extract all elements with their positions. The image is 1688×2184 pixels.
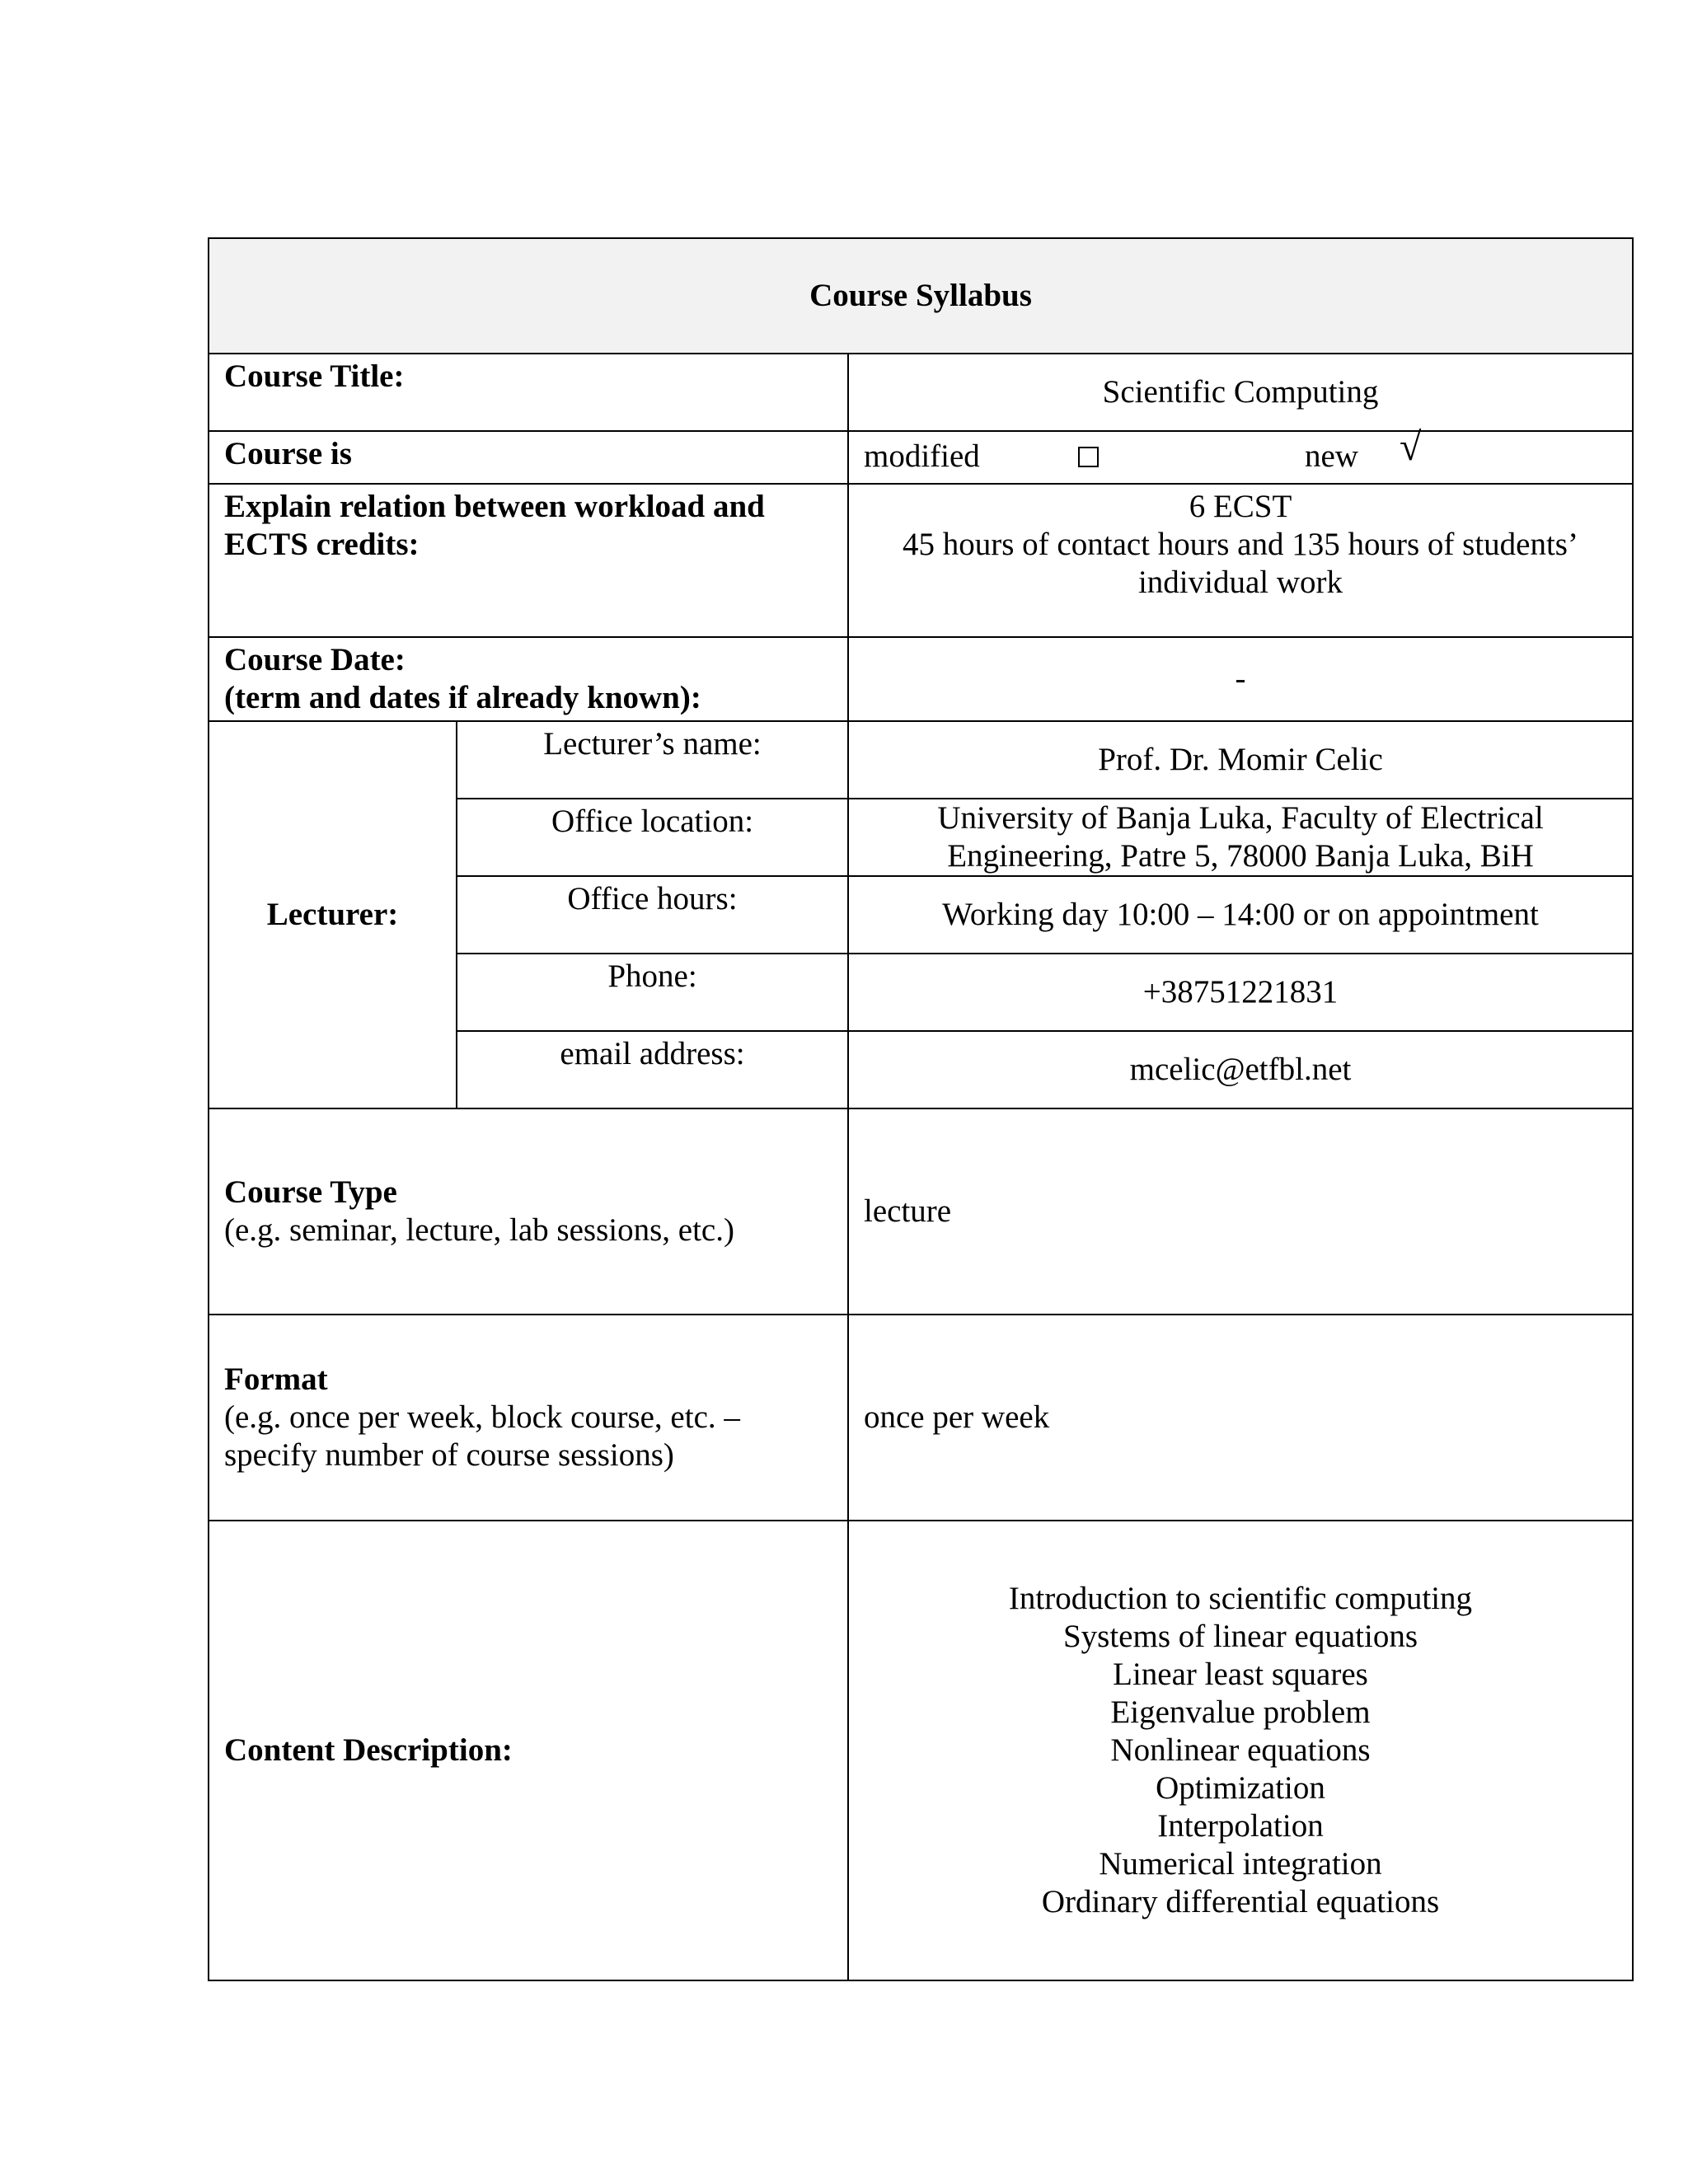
email-label: email address: bbox=[457, 1031, 848, 1108]
list-item: Ordinary differential equations bbox=[1041, 1884, 1440, 1919]
title-row bbox=[209, 238, 1633, 354]
ects-credits: 6 ECST bbox=[1189, 489, 1292, 524]
option-modified bbox=[864, 438, 1078, 476]
course-date-label-line1: Course Date: bbox=[224, 642, 406, 677]
course-date-label bbox=[209, 637, 848, 721]
phone-value: +38751221831 bbox=[848, 954, 1633, 1031]
list-item: Introduction to scientific computing bbox=[1008, 1581, 1473, 1616]
course-title-value: Scientific Computing bbox=[848, 354, 1633, 431]
list-item: Eigenvalue problem bbox=[1110, 1694, 1371, 1730]
course-title-label: Course Title: bbox=[209, 354, 848, 431]
content-row bbox=[209, 1521, 1633, 1980]
course-type-hint: (e.g. seminar, lecture, lab sessions, etc.) bbox=[224, 1212, 734, 1248]
phone-label: Phone: bbox=[457, 954, 848, 1031]
document-title: Course Syllabus bbox=[209, 238, 1633, 354]
lecturer-label: Lecturer: bbox=[209, 721, 457, 1108]
format-label-cell bbox=[209, 1315, 848, 1521]
list-item: Nonlinear equations bbox=[1110, 1732, 1371, 1768]
workload-value bbox=[848, 484, 1633, 637]
course-type-label-cell bbox=[209, 1108, 848, 1315]
office-location-label: Office location: bbox=[457, 799, 848, 876]
list-item: Linear least squares bbox=[1113, 1657, 1368, 1692]
course-date-label-line2: (term and dates if already known): bbox=[224, 680, 701, 715]
option-modified-label: modified bbox=[864, 438, 980, 474]
list-item: Interpolation bbox=[1157, 1808, 1324, 1844]
workload-hours: 45 hours of contact hours and 135 hours of students’ individual work bbox=[903, 527, 1578, 600]
unchecked-box-icon bbox=[1078, 447, 1099, 467]
workload-row bbox=[209, 484, 1633, 637]
office-location-value: University of Banja Luka, Faculty of Electrical Engineering, Patre 5, 78000 Banja Luka, BiH bbox=[848, 799, 1633, 876]
course-title-row bbox=[209, 354, 1633, 431]
workload-label: Explain relation between workload and ECTS credits: bbox=[209, 484, 848, 637]
office-hours-value: Working day 10:00 – 14:00 or on appointment bbox=[848, 876, 1633, 954]
course-is-options bbox=[848, 425, 1633, 484]
list-item: Numerical integration bbox=[1099, 1846, 1382, 1882]
office-hours-label: Office hours: bbox=[457, 876, 848, 954]
option-new-label: new bbox=[1305, 438, 1358, 474]
course-is-row bbox=[209, 431, 1633, 484]
course-date-row bbox=[209, 637, 1633, 721]
content-description-label: Content Description: bbox=[209, 1521, 848, 1980]
checkmark-icon: √ bbox=[1399, 425, 1422, 469]
list-item: Optimization bbox=[1156, 1770, 1325, 1806]
lecturer-name-label: Lecturer’s name: bbox=[457, 721, 848, 799]
syllabus-table bbox=[208, 237, 1634, 1981]
lecturer-row-name bbox=[209, 721, 1633, 799]
email-value: mcelic@etfbl.net bbox=[848, 1031, 1633, 1108]
lecturer-name-value: Prof. Dr. Momir Celic bbox=[848, 721, 1633, 799]
course-type-row bbox=[209, 1108, 1633, 1315]
format-value: once per week bbox=[848, 1315, 1633, 1521]
course-is-label: Course is bbox=[209, 431, 848, 484]
course-type-label: Course Type bbox=[224, 1174, 397, 1210]
format-hint: (e.g. once per week, block course, etc. – specify number of course sessions) bbox=[224, 1399, 740, 1473]
course-type-value: lecture bbox=[848, 1108, 1633, 1315]
format-label: Format bbox=[224, 1361, 328, 1397]
list-item: Systems of linear equations bbox=[1062, 1619, 1418, 1654]
course-date-value: - bbox=[848, 637, 1633, 721]
content-topic-list bbox=[864, 1580, 1617, 1921]
format-row bbox=[209, 1315, 1633, 1521]
content-description-value bbox=[848, 1521, 1633, 1980]
